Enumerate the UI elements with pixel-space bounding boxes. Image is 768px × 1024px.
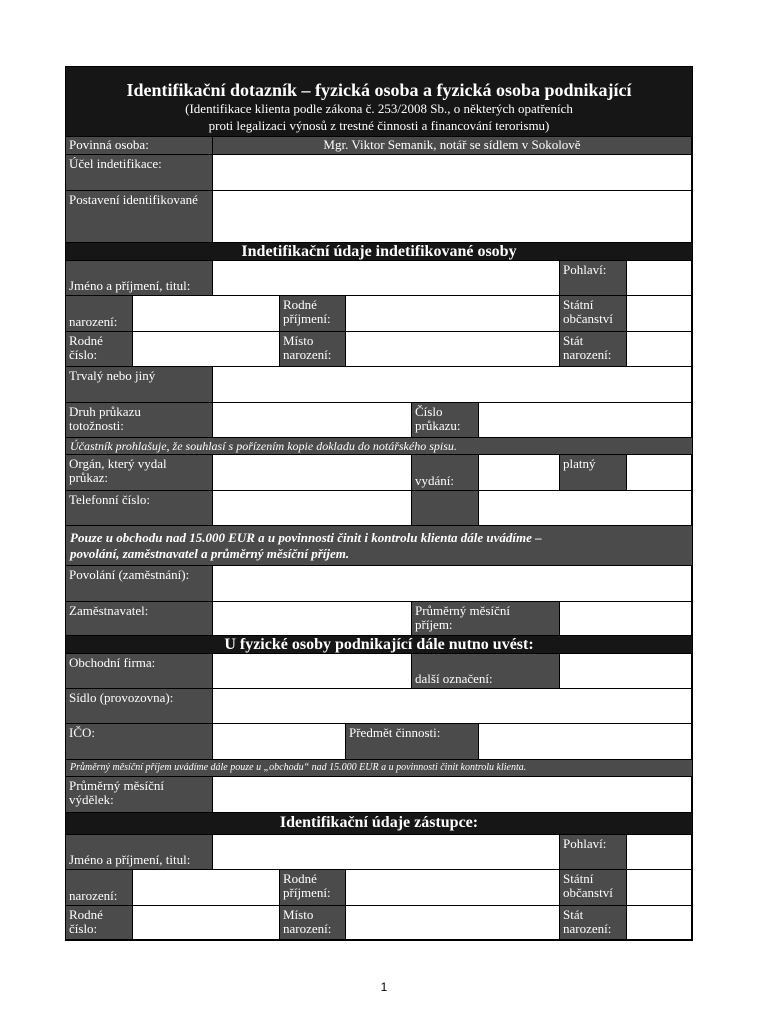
occupation-label: Povolání (zaměstnání): bbox=[66, 566, 213, 602]
phone-extra-label bbox=[412, 491, 479, 526]
id-number-field[interactable] bbox=[479, 403, 692, 438]
birth-number-field[interactable] bbox=[133, 332, 280, 367]
section-representative-title: Identifikační údaje zástupce: bbox=[66, 813, 692, 835]
rep-citizenship-field[interactable] bbox=[627, 870, 692, 906]
rep-birth-place-field[interactable] bbox=[346, 906, 560, 940]
phone-field[interactable] bbox=[213, 491, 412, 526]
ico-label: IČO: bbox=[66, 724, 213, 760]
rep-name-field[interactable] bbox=[213, 835, 560, 870]
name-field[interactable] bbox=[213, 261, 560, 296]
residence-field[interactable] bbox=[213, 367, 692, 403]
rep-maiden-name-field[interactable] bbox=[346, 870, 560, 906]
employer-label: Zaměstnavatel: bbox=[66, 602, 213, 636]
purpose-label: Účel indetifikace: bbox=[66, 155, 213, 191]
firm-field[interactable] bbox=[213, 654, 412, 689]
business-note-line-2: povolání, zaměstnavatel a průměrný měsíční příjem. bbox=[70, 546, 350, 561]
rep-maiden-name-label: Rodné příjmení: bbox=[280, 870, 346, 906]
rep-birth-state-field[interactable] bbox=[627, 906, 692, 940]
issuer-field[interactable] bbox=[213, 455, 412, 491]
business-note-line-1: Pouze u obchodu nad 15.000 EUR a u povinnosti činit i kontrolu klienta dále uvádíme – bbox=[70, 530, 542, 545]
consent-note: Účastník prohlašuje, že souhlasí s pořízením kopie dokladu do notářského spisu. bbox=[66, 438, 692, 455]
position-label: Postavení identifikované bbox=[66, 191, 213, 243]
maiden-name-label: Rodné příjmení: bbox=[280, 296, 346, 332]
business-note bbox=[66, 526, 692, 566]
birth-number-label: Rodné číslo: bbox=[66, 332, 133, 367]
obliged-person-label: Povinná osoba: bbox=[66, 137, 213, 155]
birth-state-field[interactable] bbox=[627, 332, 692, 367]
valid-until-field[interactable] bbox=[627, 455, 692, 491]
residence-label: Trvalý nebo jiný bbox=[66, 367, 213, 403]
valid-until-label: platný bbox=[560, 455, 627, 491]
rep-name-label: Jméno a příjmení, titul: bbox=[66, 835, 213, 870]
issue-date-field[interactable] bbox=[479, 455, 560, 491]
purpose-field[interactable] bbox=[213, 155, 692, 191]
other-designation-label: další označení: bbox=[412, 654, 560, 689]
birth-state-label: Stát narození: bbox=[560, 332, 627, 367]
income-label: Průměrný měsíční příjem: bbox=[412, 602, 560, 636]
citizenship-field[interactable] bbox=[627, 296, 692, 332]
rep-birth-number-field[interactable] bbox=[133, 906, 280, 940]
seat-field[interactable] bbox=[213, 689, 692, 724]
ico-field[interactable] bbox=[213, 724, 346, 760]
sex-field[interactable] bbox=[627, 261, 692, 296]
rep-birth-date-field[interactable] bbox=[133, 870, 280, 906]
id-number-label: Číslo průkazu: bbox=[412, 403, 479, 438]
form-title: Identifikační dotazník – fyzická osoba a fyzická osoba podnikající bbox=[126, 80, 632, 100]
sex-label: Pohlaví: bbox=[560, 261, 627, 296]
activity-label: Předmět činnosti: bbox=[346, 724, 479, 760]
id-type-label: Druh průkazu totožnosti: bbox=[66, 403, 213, 438]
identification-form bbox=[65, 66, 693, 941]
birth-place-label: Místo narození: bbox=[280, 332, 346, 367]
form-subtitle-line-1: (Identifikace klienta podle zákona č. 253/2008 Sb., o některých opatřeních bbox=[185, 101, 573, 116]
name-label: Jméno a příjmení, titul: bbox=[66, 261, 213, 296]
income-note: Průměrný měsíční příjem uvádíme dále pouze u „obchodu“ nad 15.000 EUR a u povinnosti činit kontrolu klienta. bbox=[66, 760, 692, 777]
rep-sex-field[interactable] bbox=[627, 835, 692, 870]
section-identified-person-title: Indetifikační údaje indetifikované osoby bbox=[66, 243, 692, 261]
citizenship-label: Státní občanství bbox=[560, 296, 627, 332]
birth-date-field[interactable] bbox=[133, 296, 280, 332]
section-business-title: U fyzické osoby podnikající dále nutno uvést: bbox=[66, 636, 692, 654]
issue-date-label: vydání: bbox=[412, 455, 479, 491]
seat-label: Sídlo (provozovna): bbox=[66, 689, 213, 724]
form-header bbox=[66, 67, 692, 137]
firm-label: Obchodní firma: bbox=[66, 654, 213, 689]
rep-sex-label: Pohlaví: bbox=[560, 835, 627, 870]
employer-field[interactable] bbox=[213, 602, 412, 636]
rep-citizenship-label: Státní občanství bbox=[560, 870, 627, 906]
birth-date-label: narození: bbox=[66, 296, 133, 332]
occupation-field[interactable] bbox=[213, 566, 692, 602]
page-number: 1 bbox=[380, 980, 388, 994]
id-type-field[interactable] bbox=[213, 403, 412, 438]
activity-field[interactable] bbox=[479, 724, 692, 760]
position-field[interactable] bbox=[213, 191, 692, 243]
phone-extra-field[interactable] bbox=[479, 491, 692, 526]
phone-label: Telefonní číslo: bbox=[66, 491, 213, 526]
earnings-label: Průměrný měsíční výdělek: bbox=[66, 777, 213, 813]
issuer-label: Orgán, který vydal průkaz: bbox=[66, 455, 213, 491]
earnings-field[interactable] bbox=[213, 777, 692, 813]
rep-birth-date-label: narození: bbox=[66, 870, 133, 906]
obliged-person-value: Mgr. Viktor Semanik, notář se sídlem v Sokolově bbox=[213, 137, 692, 155]
other-designation-field[interactable] bbox=[560, 654, 692, 689]
form-subtitle-line-2: proti legalizaci výnosů z trestné činnosti a financování terorismu) bbox=[208, 118, 550, 133]
birth-place-field[interactable] bbox=[346, 332, 560, 367]
income-field[interactable] bbox=[560, 602, 692, 636]
rep-birth-number-label: Rodné číslo: bbox=[66, 906, 133, 940]
maiden-name-field[interactable] bbox=[346, 296, 560, 332]
rep-birth-state-label: Stát narození: bbox=[560, 906, 627, 940]
rep-birth-place-label: Místo narození: bbox=[280, 906, 346, 940]
